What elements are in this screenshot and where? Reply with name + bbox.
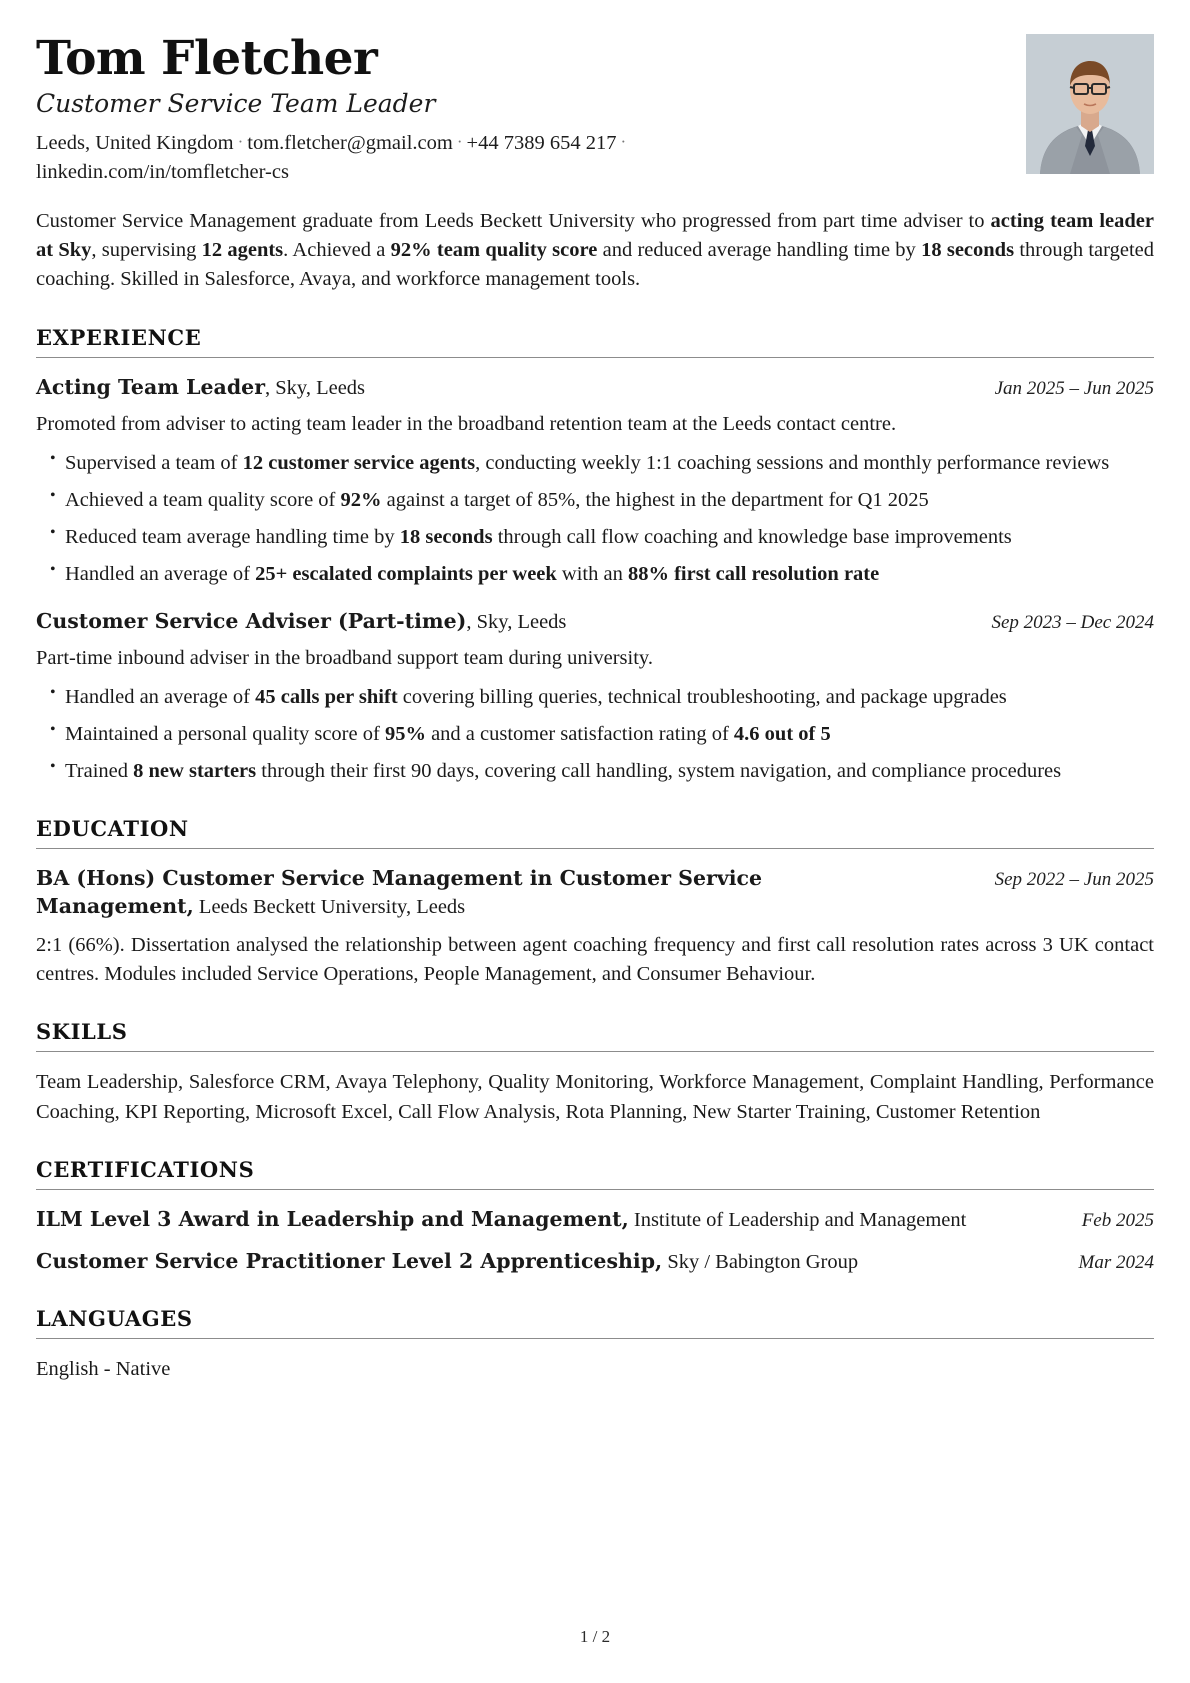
entry-date: Sep 2022 – Jun 2025	[994, 869, 1154, 891]
emphasis-text: 88% first call resolution rate	[627, 563, 880, 586]
body-text: Customer Service Management graduate from Leeds Beckett University who progressed from part time adviser to	[36, 209, 991, 232]
body-text: Maintained a personal quality score of	[65, 722, 385, 745]
certification-issuer: Sky / Babington Group	[662, 1250, 859, 1273]
page-title: Tom Fletcher	[36, 31, 378, 86]
body-text: through call flow coaching and knowledge base improvements	[492, 526, 1012, 549]
entry-bullets	[36, 449, 1154, 589]
job-company: , Sky, Leeds	[265, 376, 366, 399]
certification-date: Mar 2024	[1078, 1251, 1154, 1273]
entry-date: Sep 2023 – Dec 2024	[991, 611, 1154, 633]
body-text: and a customer satisfaction rating of	[425, 722, 734, 745]
section-divider	[36, 848, 1154, 849]
emphasis-text: 12 agents	[201, 239, 284, 262]
section-languages	[36, 1306, 1154, 1384]
entry-header	[36, 374, 1154, 402]
list-item	[36, 757, 1154, 786]
body-text: with an	[556, 563, 628, 586]
section-skills	[36, 1019, 1154, 1127]
list-item	[36, 486, 1154, 515]
contact-separator-icon: ·	[237, 131, 244, 151]
job-role: Acting Team Leader	[36, 374, 265, 399]
section-heading-skills: SKILLS	[36, 1018, 128, 1044]
entry-description: 2:1 (66%). Dissertation analysed the relationship between agent coaching frequency and first call resolution rates across 3 UK contact centres. Modules included Service Operations, People Management, and Consumer Behaviour.	[36, 933, 1154, 985]
emphasis-text: 92%	[340, 489, 382, 512]
experience-entry	[36, 608, 1154, 787]
body-text: Achieved a team quality score of	[65, 489, 341, 512]
section-divider	[36, 1189, 1154, 1190]
entry-bullets	[36, 683, 1154, 786]
institution-name: Leeds Beckett University, Leeds	[193, 896, 466, 919]
entry-title	[36, 608, 973, 636]
contact-separator-icon: ·	[456, 131, 463, 151]
list-item	[36, 449, 1154, 478]
body-text: Supervised a team of	[65, 452, 243, 475]
entry-date: Jan 2025 – Jun 2025	[994, 377, 1154, 399]
body-text: Reduced team average handling time by	[65, 526, 400, 549]
emphasis-text: 18 seconds	[399, 526, 493, 549]
certification-issuer: Institute of Leadership and Management	[628, 1209, 967, 1232]
certification-date: Feb 2025	[1081, 1210, 1154, 1232]
emphasis-text: 4.6 out of 5	[733, 722, 831, 745]
section-divider	[36, 1338, 1154, 1339]
header-text-block	[36, 31, 1026, 187]
entry-title	[36, 865, 916, 922]
emphasis-text: 12 customer service agents	[242, 452, 476, 475]
section-certifications	[36, 1157, 1154, 1276]
degree-name: BA (Hons) Customer Service Management in Customer Service Management,	[36, 866, 763, 919]
section-heading-education: EDUCATION	[36, 816, 189, 842]
emphasis-text: 95%	[384, 722, 426, 745]
contact-line	[36, 129, 796, 187]
contact-linkedin[interactable]: linkedin.com/in/tomfletcher-cs	[36, 160, 289, 183]
body-text: and reduced average handling time by	[597, 239, 922, 262]
contact-phone[interactable]: +44 7389 654 217	[466, 131, 617, 154]
body-text: covering billing queries, technical troubleshooting, and package upgrades	[397, 685, 1007, 708]
profile-photo-illustration	[1026, 34, 1154, 174]
skills-list: Team Leadership, Salesforce CRM, Avaya Telephony, Quality Monitoring, Workforce Management, Complaint Handling, Performance Coaching, KPI Reporting, Microsoft Excel, Call Flow Analysis, Rota Planning, New Starter Training, Customer Retention	[36, 1070, 1154, 1123]
section-experience	[36, 325, 1154, 786]
education-entry	[36, 865, 1154, 989]
certification-text	[36, 1248, 1061, 1276]
contact-separator-icon: ·	[620, 131, 627, 151]
job-headline: Customer Service Team Leader	[36, 88, 436, 118]
body-text: Trained	[65, 760, 134, 783]
certification-item	[36, 1206, 1154, 1234]
section-heading-languages: LANGUAGES	[36, 1305, 193, 1331]
list-item	[36, 683, 1154, 712]
emphasis-text: acting team leader at Sky	[36, 209, 1155, 262]
body-text: against a target of 85%, the highest in the department for Q1 2025	[381, 489, 929, 512]
page-footer: 1 / 2	[579, 1627, 611, 1646]
body-text: Handled an average of	[65, 685, 256, 708]
list-item	[36, 720, 1154, 749]
contact-email[interactable]: tom.fletcher@gmail.com	[247, 131, 453, 154]
entry-description: Part-time inbound adviser in the broadband support team during university.	[36, 646, 653, 669]
body-text: , conducting weekly 1:1 coaching sessions and monthly performance reviews	[475, 452, 1110, 475]
job-role: Customer Service Adviser (Part-time)	[36, 608, 467, 633]
body-text: through targeted coaching. Skilled in Salesforce, Avaya, and workforce management tools.	[36, 239, 1155, 291]
entry-title	[36, 374, 977, 402]
body-text: Handled an average of	[65, 563, 256, 586]
emphasis-text: 8 new starters	[133, 760, 257, 783]
list-item	[36, 560, 1154, 589]
resume-header	[36, 31, 1154, 187]
entry-header	[36, 865, 1154, 922]
certification-name: Customer Service Practitioner Level 2 Apprenticeship,	[36, 1248, 663, 1273]
experience-entries	[36, 374, 1154, 786]
section-divider	[36, 1051, 1154, 1052]
certification-name: ILM Level 3 Award in Leadership and Management,	[36, 1207, 629, 1232]
entry-header	[36, 608, 1154, 636]
body-text: , supervising	[91, 239, 202, 262]
body-text: . Achieved a	[283, 239, 391, 262]
contact-location: Leeds, United Kingdom	[36, 131, 234, 154]
certification-item	[36, 1248, 1154, 1276]
section-divider	[36, 357, 1154, 358]
emphasis-text: 25+ escalated complaints per week	[255, 563, 557, 586]
body-text: through their first 90 days, covering call handling, system navigation, and compliance procedures	[256, 760, 1062, 783]
section-heading-certifications: CERTIFICATIONS	[36, 1157, 255, 1183]
job-company: , Sky, Leeds	[466, 610, 567, 633]
experience-entry	[36, 374, 1154, 590]
avatar	[1026, 34, 1154, 174]
section-education	[36, 816, 1154, 989]
professional-summary	[36, 207, 1154, 295]
section-heading-experience: EXPERIENCE	[36, 324, 202, 350]
emphasis-text: 92% team quality score	[390, 239, 598, 262]
entry-description: Promoted from adviser to acting team leader in the broadband retention team at the Leeds contact centre.	[36, 412, 897, 435]
certification-text	[36, 1206, 1064, 1234]
language-item: English - Native	[36, 1357, 171, 1380]
emphasis-text: 18 seconds	[921, 239, 1015, 262]
emphasis-text: 45 calls per shift	[255, 685, 398, 708]
list-item	[36, 523, 1154, 552]
